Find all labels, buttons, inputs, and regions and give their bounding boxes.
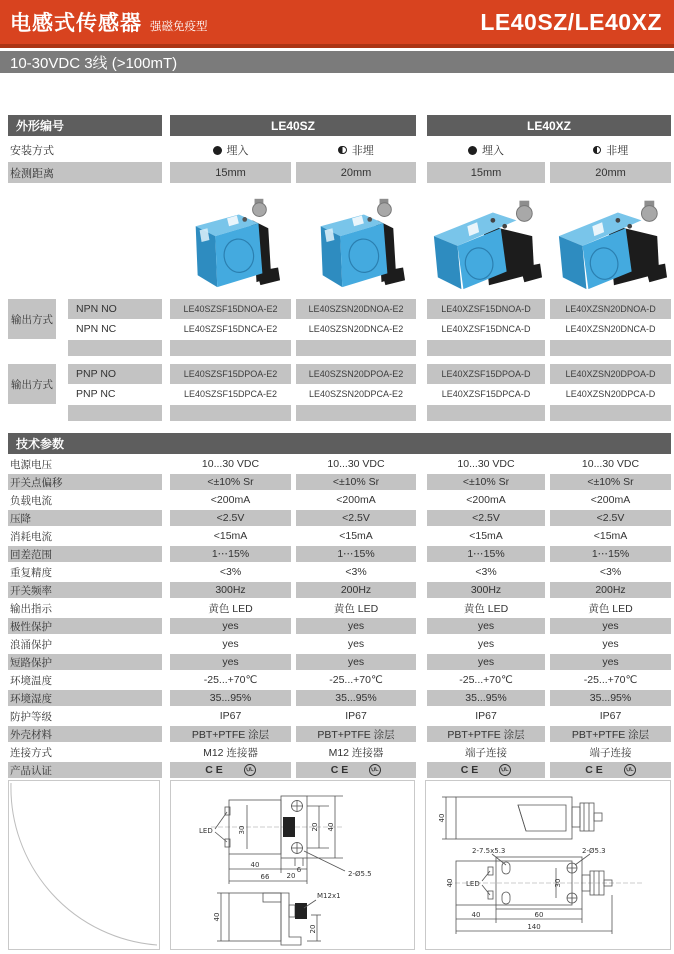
part-number: LE40XZSN20DNCA-D [565,324,656,334]
tech-param-label: 极性保护 [8,618,162,634]
output-blank-row [0,405,674,421]
tech-row [0,582,674,598]
tech-section-title: 技术参数 [8,433,671,454]
series-le40xz-header: LE40XZ [427,115,671,136]
dimension-drawing-le40sz [170,780,415,950]
ce-mark-icon: CE [330,764,352,776]
tech-param-value: yes [477,638,495,650]
ce-mark-icon: CE [205,764,226,776]
flush-circle-icon [213,146,222,155]
output-blank-row [0,340,674,356]
tech-param-value: 1⋯15% [550,546,671,562]
output-type-label: 输出方式 [8,299,56,339]
part-number: LE40XZSF15DPOA-D [427,364,545,384]
ul-mark-icon: UL [243,763,257,777]
tech-param-value: yes [222,638,239,650]
tech-param-label: 连接方式 [10,746,52,759]
tech-row [0,492,674,508]
distance-value: 20mm [296,162,416,183]
tech-param-value: 200Hz [550,582,671,598]
part-number: LE40XZSF15DPCA-D [441,389,531,399]
mounting-label: 安装方式 [10,145,54,157]
tech-param-value: 300Hz [427,582,545,598]
page-subtitle: 强磁免疫型 [150,21,208,33]
output-row [0,364,674,384]
part-number: LE40SZSN20DNCA-E2 [308,324,404,334]
dim-label: 40 [213,912,221,922]
tech-param-value: 端子连接 [465,746,507,759]
certification-cell [427,762,545,778]
certification-cell [170,762,291,778]
part-number: LE40SZSF15DPOA-E2 [170,364,291,384]
selection-header-row [0,115,674,136]
tech-param-value: M12 连接器 [328,746,384,759]
drawings-row [0,780,674,950]
blank-cell [170,405,291,421]
distance-value: 15mm [170,162,291,183]
tech-param-label: 压降 [8,510,162,526]
tech-row [0,528,674,544]
tech-param-value: <2.5V [170,510,291,526]
tech-param-value: <15mA [213,530,248,542]
part-number: LE40SZSN20DPCA-E2 [308,389,404,399]
tech-row [0,456,674,472]
part-number: LE40XZSF15DNOA-D [427,299,545,319]
mounting-option-label: 非埋 [606,145,629,157]
ce-mark-icon: CE [585,764,606,776]
tech-param-value: PBT+PTFE 涂层 [427,726,545,742]
output-channel-label: NPN NO [68,299,162,319]
tech-param-value: yes [427,618,545,634]
product-photo-le40xz-nonflush [550,183,671,296]
tech-param-value: yes [550,618,671,634]
tech-param-value: yes [347,638,365,650]
tech-param-value: <15mA [469,530,503,542]
tech-row [0,690,674,706]
product-photo-le40xz-flush [427,183,545,296]
tech-param-label: 防护等级 [10,710,52,723]
tech-param-value: <3% [599,566,622,578]
distance-label: 检测距离 [8,162,162,183]
dim-label: LED [199,827,213,835]
dim-label: 20 [311,822,319,832]
tech-param-value: 1⋯15% [296,546,416,562]
tech-row [0,708,674,724]
tech-param-value: -25...+70℃ [203,674,258,686]
tech-param-value: 10...30 VDC [327,458,385,470]
dim-label: 60 [534,911,544,919]
dim-label: LED [466,880,480,888]
curve-line [11,783,157,945]
tech-rows [0,456,674,778]
dim-label: 40 [250,861,260,869]
dim-label: 40 [471,911,481,919]
part-number: LE40XZSN20DPCA-D [565,389,656,399]
output-group [0,299,674,356]
dim-label: 30 [554,878,562,888]
tech-param-value: yes [296,654,416,670]
dim-label: 2-7.5x5.3 [472,847,506,855]
tech-param-value: 35...95% [550,690,671,706]
tech-param-value: M12 连接器 [203,746,258,759]
dim-label: 2-Ø5.5 [348,870,372,878]
tech-param-value: <±10% Sr [427,474,545,490]
tech-param-value: 300Hz [170,582,291,598]
blank-cell [550,405,671,421]
ce-mark-icon: CE [460,764,482,776]
tech-row [0,474,674,490]
tech-param-label: 短路保护 [8,654,162,670]
output-channel-label: PNP NO [68,364,162,384]
tech-row [0,762,674,778]
tech-param-value: <3% [475,566,497,578]
tech-param-value: IP67 [345,710,367,722]
tech-param-value: 1⋯15% [170,546,291,562]
tech-param-value: <200mA [466,494,506,506]
tech-param-value: <±10% Sr [550,474,671,490]
output-row [0,299,674,319]
tech-param-label: 外壳材料 [8,726,162,742]
tech-param-label: 负载电流 [10,494,52,507]
flush-circle-icon [468,146,477,155]
tech-param-value: yes [602,638,619,650]
tech-row [0,600,674,616]
tech-row [0,672,674,688]
tech-param-label: 开关频率 [8,582,162,598]
dim-label: 140 [527,923,541,931]
blank-cell [550,340,671,356]
product-photo-le40sz-flush [170,183,291,296]
dim-label: 20 [286,872,296,880]
product-photo-row [0,183,674,296]
distance-row [0,162,674,183]
output-section [0,299,674,421]
tech-param-value: PBT+PTFE 涂层 [296,726,416,742]
part-number: LE40XZSN20DNOA-D [550,299,671,319]
tech-param-value: 35...95% [170,690,291,706]
tech-param-value: 黄色 LED [333,602,379,615]
part-number: LE40SZSF15DNCA-E2 [183,324,278,334]
mounting-row [0,139,674,161]
output-group [0,364,674,421]
voltage-bar [0,51,674,73]
tech-row [0,636,674,652]
mounting-cell [170,139,291,161]
dim-label: 6 [296,866,302,874]
semi-flush-circle-icon [338,146,347,155]
mounting-option-label: 埋入 [482,145,504,157]
tech-param-value: <3% [219,566,242,578]
tech-param-value: yes [170,654,291,670]
model-number: LE40SZ/LE40XZ [480,8,662,35]
tech-row [0,564,674,580]
output-row [0,384,674,404]
tech-section-header [0,429,674,454]
ul-mark-icon: UL [499,763,513,777]
output-type-label: 输出方式 [8,364,56,404]
tech-param-value: IP67 [599,710,622,722]
tech-param-value: IP67 [475,710,497,722]
mounting-cell [550,139,671,161]
tech-row [0,618,674,634]
dimension-drawing-le40xz [425,780,671,950]
part-number: LE40SZSN20DNOA-E2 [296,299,416,319]
output-channel-label: PNP NC [76,388,116,400]
tech-row [0,744,674,760]
dim-label: 66 [260,873,270,881]
header-bar [0,0,674,44]
dim-label: 40 [446,878,454,888]
tech-param-value: 黄色 LED [463,602,509,615]
blank-cell [170,340,291,356]
tech-param-label: 环境湿度 [8,690,162,706]
dim-label: 20 [309,924,317,934]
tech-param-value: 黄色 LED [588,602,633,615]
blank-cell [427,340,545,356]
tech-param-value: <3% [345,566,367,578]
certification-cell [296,762,416,778]
tech-param-value: 10...30 VDC [581,458,640,470]
output-row [0,319,674,339]
tech-param-label: 开关点偏移 [8,474,162,490]
part-number: LE40SZSF15DNOA-E2 [170,299,291,319]
header-accent-strip [0,44,674,48]
tech-param-value: <15mA [339,530,373,542]
tech-param-value: 黄色 LED [208,602,253,615]
part-number: LE40XZSF15DNCA-D [441,324,531,334]
tech-param-label: 输出指示 [10,602,52,615]
tech-param-label: 重复精度 [10,566,52,579]
semi-flush-circle-icon [593,146,602,155]
tech-param-label: 消耗电流 [10,530,52,543]
tech-param-label: 环境温度 [10,674,52,687]
tech-param-value: yes [170,618,291,634]
voltage-spec-text: 10-30VDC 3线 (>100mT) [10,54,178,72]
part-number: LE40SZSN20DPOA-E2 [296,364,416,384]
tech-param-label: 浪涌保护 [10,638,52,651]
distance-value: 15mm [427,162,545,183]
tech-param-value: <±10% Sr [296,474,416,490]
mounting-cell [427,139,545,161]
tech-param-value: 1⋯15% [427,546,545,562]
tech-param-value: 200Hz [296,582,416,598]
tech-param-label: 回差范围 [8,546,162,562]
tech-param-value: 端子连接 [589,746,632,759]
tech-param-value: 10...30 VDC [201,458,260,470]
blank-cell [68,405,162,421]
page-title: 电感式传感器 [10,12,142,35]
shape-code-header: 外形编号 [8,115,162,136]
tech-param-value: -25...+70℃ [459,674,513,686]
tech-param-label: 电源电压 [10,458,52,471]
spacer [0,73,674,115]
blank-cell [296,405,416,421]
dim-label: 2-Ø5.3 [582,847,606,855]
mounting-option-label: 非埋 [351,145,374,157]
tech-param-value: yes [296,618,416,634]
tech-param-value: 35...95% [296,690,416,706]
blank-cell [68,340,162,356]
dim-label: M12x1 [317,892,341,900]
tech-param-label: 产品认证 [8,762,162,778]
tech-row [0,654,674,670]
blank-cell [427,405,545,421]
ul-mark-icon: UL [623,763,637,777]
tech-param-value: 10...30 VDC [457,458,515,470]
tech-param-value: <±10% Sr [170,474,291,490]
tech-param-value: PBT+PTFE 涂层 [170,726,291,742]
mounting-cell [296,139,416,161]
drawing-box-curve [8,780,160,950]
tech-row [0,726,674,742]
tech-param-value: IP67 [219,710,242,722]
blank-cell [296,340,416,356]
tech-param-value: <2.5V [550,510,671,526]
dim-label: 30 [238,825,246,835]
tech-param-value: yes [550,654,671,670]
part-number: LE40SZSF15DPCA-E2 [183,389,278,399]
tech-param-value: PBT+PTFE 涂层 [550,726,671,742]
dim-label: 40 [327,822,335,832]
tech-param-value: <2.5V [296,510,416,526]
tech-param-value: <2.5V [427,510,545,526]
tech-param-value: -25...+70℃ [329,674,383,686]
tech-row [0,510,674,526]
tech-param-value: -25...+70℃ [583,674,638,686]
part-number: LE40XZSN20DPOA-D [550,364,671,384]
output-channel-label: NPN NC [76,323,117,335]
tech-param-value: <200mA [590,494,631,506]
distance-value: 20mm [550,162,671,183]
product-photo-le40sz-nonflush [296,183,416,296]
certification-cell [550,762,671,778]
dim-label: 40 [438,813,446,823]
tech-param-value: <200mA [210,494,251,506]
tech-param-value: yes [427,654,545,670]
tech-param-value: <200mA [336,494,376,506]
series-le40sz-header: LE40SZ [170,115,416,136]
tech-row [0,546,674,562]
tech-param-value: 35...95% [427,690,545,706]
ul-mark-icon: UL [369,763,383,777]
mounting-option-label: 埋入 [226,145,249,157]
tech-param-value: <15mA [593,530,628,542]
